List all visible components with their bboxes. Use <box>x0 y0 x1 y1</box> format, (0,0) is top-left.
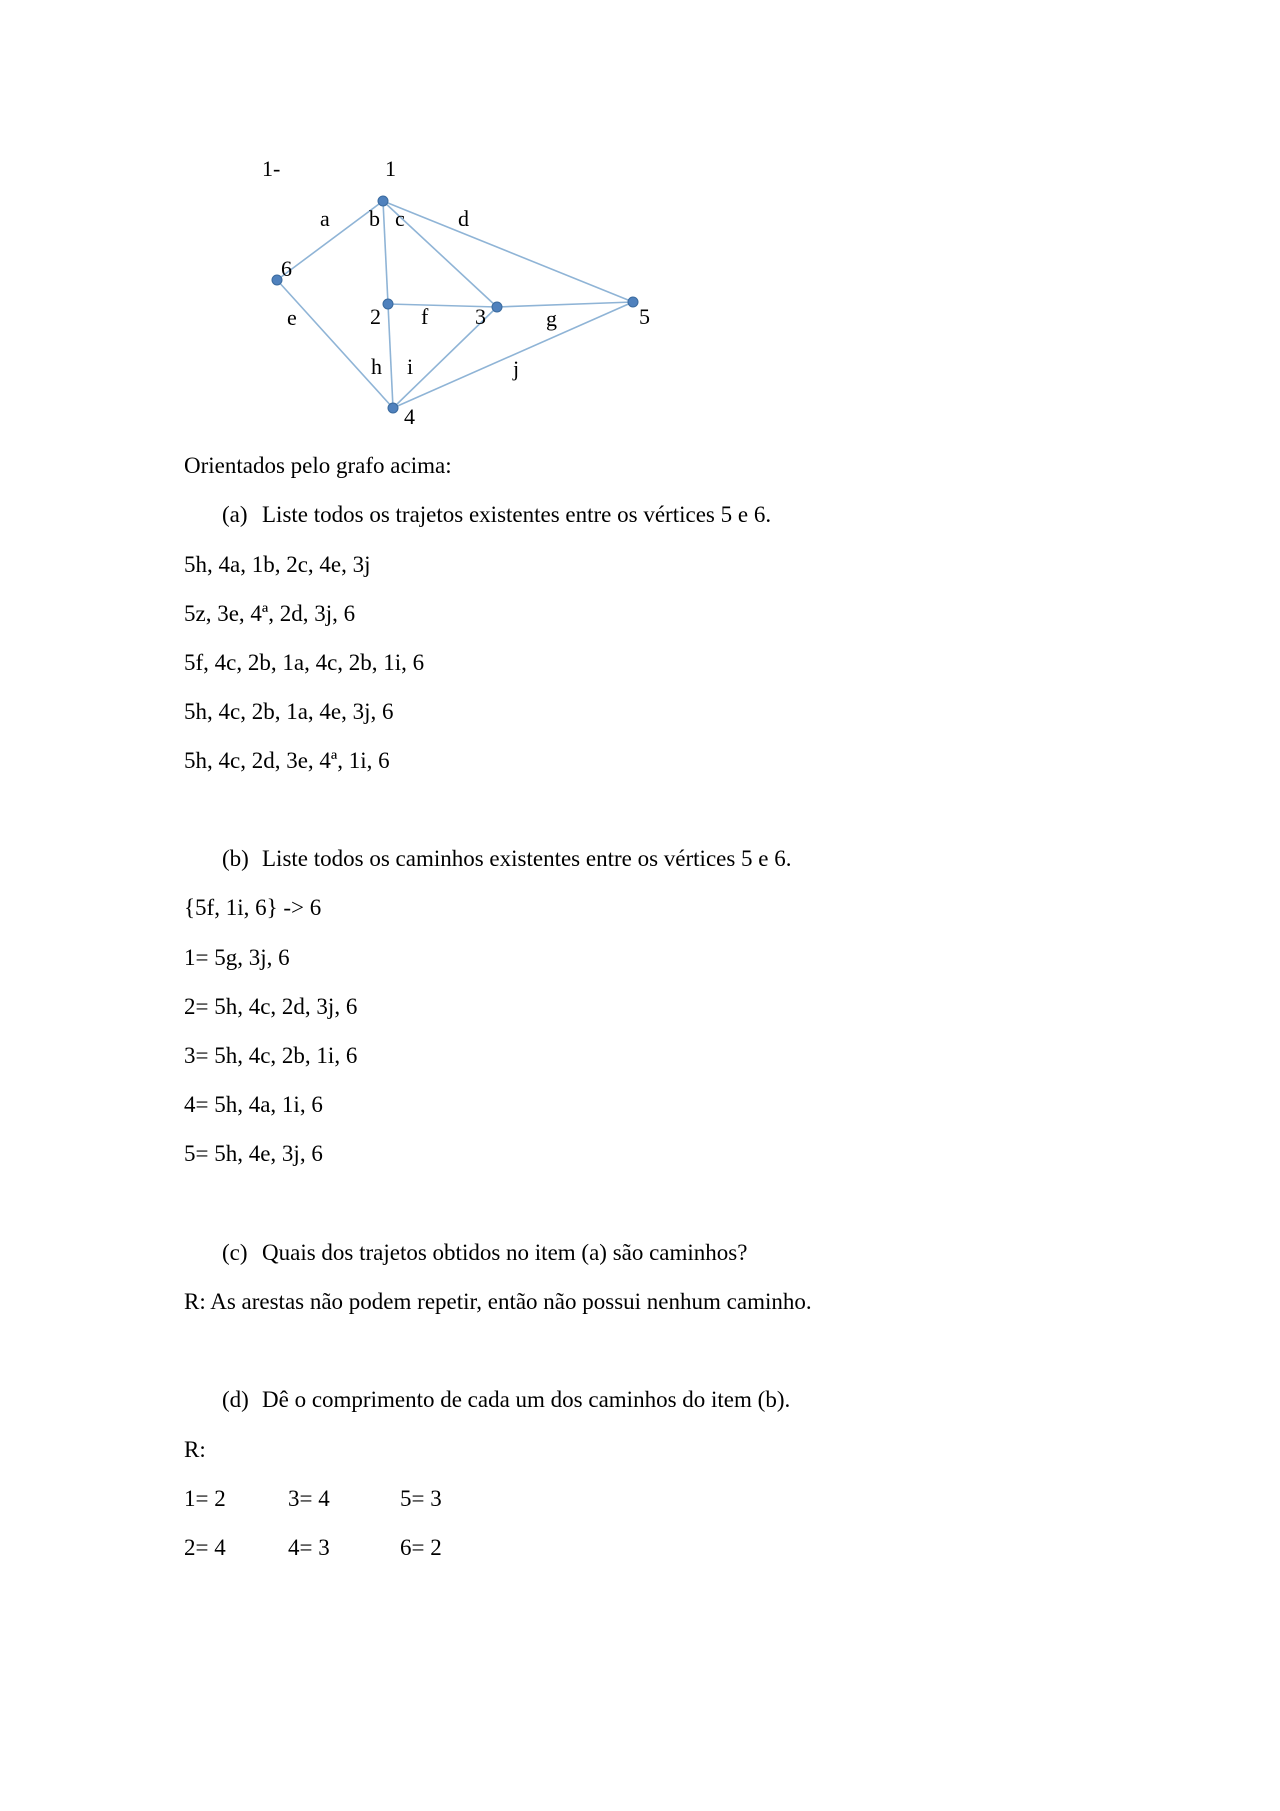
vertex-3-dot <box>492 302 502 312</box>
question-c-text: Quais dos trajetos obtidos no item (a) são caminhos? <box>262 1240 748 1265</box>
edge-f-label: f <box>421 304 429 329</box>
vertex-4-dot <box>388 403 398 413</box>
vertex-1-dot <box>378 196 388 206</box>
answer-b-line-1: {5f, 1i, 6} -> 6 <box>184 895 322 920</box>
edge-e-label: e <box>287 305 297 330</box>
question-a-label: (a) <box>222 502 248 527</box>
question-c <box>222 1239 747 1267</box>
answer-b-line-6: 5= 5h, 4e, 3j, 6 <box>184 1141 323 1166</box>
answer-b-line-5: 4= 5h, 4a, 1i, 6 <box>184 1092 323 1117</box>
length-item: 2= 4 <box>184 1535 226 1560</box>
answer-b-line-4: 3= 5h, 4c, 2b, 1i, 6 <box>184 1043 358 1068</box>
edge-e <box>277 280 393 408</box>
edge-a-label: a <box>320 206 330 231</box>
answer-c: R: As arestas não podem repetir, então não possui nenhum caminho. <box>184 1289 812 1314</box>
edge-h <box>388 304 393 408</box>
question-number: 1- <box>262 156 281 181</box>
question-a <box>222 501 771 529</box>
edge-i-label: i <box>407 354 414 379</box>
edge-g <box>497 302 633 307</box>
graph-figure <box>0 0 1280 440</box>
length-item: 5= 3 <box>400 1486 442 1511</box>
answer-a-line-4: 5h, 4c, 2b, 1a, 4e, 3j, 6 <box>184 699 394 724</box>
edge-h-label: h <box>371 354 382 379</box>
vertex-5-label: 5 <box>639 304 650 329</box>
vertex-4-label: 4 <box>404 404 415 429</box>
vertex-5-dot <box>628 297 638 307</box>
vertex-2-dot <box>383 299 393 309</box>
length-item: 4= 3 <box>288 1535 330 1560</box>
edge-j <box>393 302 633 408</box>
question-b-label: (b) <box>222 846 249 871</box>
question-d <box>222 1386 790 1414</box>
edge-a <box>277 201 383 280</box>
length-item: 6= 2 <box>400 1535 442 1560</box>
intro-text: Orientados pelo grafo acima: <box>184 453 452 478</box>
answer-b-line-2: 1= 5g, 3j, 6 <box>184 945 290 970</box>
vertex-6-label: 6 <box>281 256 292 281</box>
length-item: 3= 4 <box>288 1486 330 1511</box>
question-d-label: (d) <box>222 1387 249 1412</box>
question-d-text: Dê o comprimento de cada um dos caminhos do item (b). <box>262 1387 791 1412</box>
question-b-text: Liste todos os caminhos existentes entre os vértices 5 e 6. <box>262 846 792 871</box>
edge-b <box>383 201 388 304</box>
vertex-3-label: 3 <box>475 304 486 329</box>
answer-a-line-2: 5z, 3e, 4ª, 2d, 3j, 6 <box>184 601 356 626</box>
edge-c-label: c <box>395 206 405 231</box>
edge-b-label: b <box>369 206 380 231</box>
vertex-2-label: 2 <box>370 304 381 329</box>
answer-a-line-5: 5h, 4c, 2d, 3e, 4ª, 1i, 6 <box>184 748 390 773</box>
vertex-1-label: 1 <box>385 156 396 181</box>
answer-a-line-3: 5f, 4c, 2b, 1a, 4c, 2b, 1i, 6 <box>184 650 425 675</box>
answer-b-line-3: 2= 5h, 4c, 2d, 3j, 6 <box>184 994 358 1019</box>
edge-j-label: j <box>513 356 520 381</box>
question-c-label: (c) <box>222 1240 248 1265</box>
edge-d-label: d <box>458 206 469 231</box>
edge-g-label: g <box>546 306 557 331</box>
question-b <box>222 845 792 873</box>
answer-d-label: R: <box>184 1437 206 1462</box>
question-a-text: Liste todos os trajetos existentes entre os vértices 5 e 6. <box>262 502 772 527</box>
answer-a-line-1: 5h, 4a, 1b, 2c, 4e, 3j <box>184 552 371 577</box>
length-item: 1= 2 <box>184 1486 226 1511</box>
edge-d <box>383 201 633 302</box>
